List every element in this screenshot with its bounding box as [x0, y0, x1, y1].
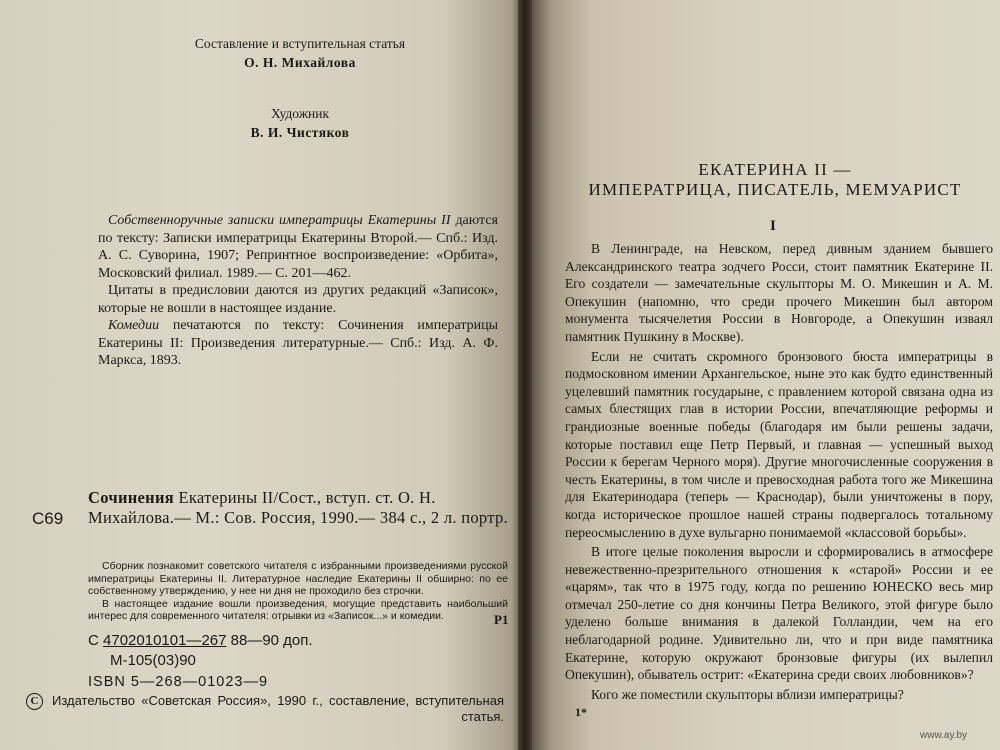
compiler-label: Составление и вступительная статья	[194, 36, 406, 51]
biblio-text: даются по тексту: Записки императрицы Екатерины Второй.— Спб.: Изд. А. С. Суворина, 1907; Репринтное воспроизведение: «Орбита», Московский филиал. 1989.— С. 201—462.	[98, 213, 498, 281]
chapter-body	[565, 240, 993, 705]
summary-paragraph: Сборник познакомит советского читателя с избранными произведениями русской императрицы Екатерины II. Литературное наследие Екатерины II обширно: по ее собственному утверждению, у нее ни дня не проходило без строчки.	[88, 560, 508, 597]
biblio-italic-title: Комедии	[108, 318, 160, 333]
artist-label: Художник	[270, 106, 330, 121]
biblio-paragraph	[98, 317, 498, 370]
bibliographic-note	[98, 212, 498, 370]
book-summary	[88, 560, 508, 623]
catalog-details: Екатерины II/Сост., вступ. ст. О. Н. Михайлова.— М.: Сов. Россия, 1990.— 384 с., 2 л. портр.	[88, 488, 508, 527]
summary-paragraph: В настоящее издание вошли произведения, могущие представить наибольший интерес для современного читателя: отрывки из «Записок...» и комедии.	[88, 597, 508, 622]
artist-credit	[120, 104, 480, 142]
catalog-title: Сочинения	[88, 488, 175, 507]
code-letter: С	[88, 632, 99, 649]
biblio-text: печатаются по тексту: Сочинения императрицы Екатерины II: Произведения литературные.— Спб.: Изд. А. Ф. Маркса, 1893.	[98, 318, 499, 368]
section-number: I	[770, 218, 776, 234]
biblio-italic-title: Собственноручные записки императрицы Екатерины II	[108, 213, 451, 228]
catalog-entry	[88, 488, 508, 528]
compiler-name: О. Н. Михайлова	[244, 55, 356, 70]
copyright-icon: С	[26, 693, 43, 710]
isbn: ISBN 5—268—01023—9	[88, 674, 269, 690]
chapter-title	[540, 160, 1000, 200]
copyright-line: Издательство «Советская Россия», 1990 г., составление, вступительная статья.	[52, 693, 504, 724]
publisher-m-code: М-105(03)90	[110, 652, 196, 669]
index-mark: Р1	[494, 612, 509, 627]
classification-code: С69	[32, 509, 64, 528]
signature-mark: 1*	[575, 705, 587, 719]
book-gutter	[518, 0, 532, 750]
site-watermark: www.ay.by	[920, 730, 968, 741]
biblio-paragraph: Цитаты в предисловии даются из других редакций «Записок», которые не вошли в настоящее издание.	[98, 283, 498, 316]
biblio-paragraph	[98, 212, 498, 282]
compiler-credit	[120, 34, 480, 72]
chapter-title-line-1: ЕКАТЕРИНА II —	[698, 160, 852, 179]
code-number: 4702010101—267	[103, 632, 227, 649]
body-paragraph: Кого же поместили скульпторы вблизи императрицы?	[591, 686, 904, 702]
artist-name: В. И. Чистяков	[250, 125, 350, 140]
publisher-codes	[88, 630, 313, 651]
body-paragraph: В итоге целые поколения выросли и сформировались в атмосфере невежественно-презрительного отношения к «старой» России и ее «царям», так что в 1975 году, когда по решению ЮНЕСКО весь мир отмечал 250-летие со дня кончины Петра Великого, этой фигуре было уделено больше внимания в далекой Голландии, чем на его неблагодарной родине. Удивительно ли, что и при виде памятника Екатерине, которую окружают бронзовые фигуры (их вылепил Опекушин), обыватель острит: «Екатерина среди своих любовников»?	[565, 544, 993, 683]
body-paragraph: В Ленинграде, на Невском, перед дивным зданием бывшего Александринского театра зодчего Росси, стоит памятник Екатерине II. Его создатели — замечательные скульпторы М. О. Микешин и А. М. Опекушин (напомню, что среди прочего Микешин был автором монумента тысячелетия России в Новгороде, а Опекушин изваял памятник Пушкину в Москве).	[565, 241, 993, 344]
body-paragraph: Если не считать скромного бронзового бюста императрицы в подмосковном имении Архангельское, ныне это как будто единственный уцелевший памятник государыне, с правлением которой связана одна из самых блестящих глав в истории России, впечатляющие реформы и грандиозные военные победы (благодаря им были решены задачи, которые поставил еще Петр Первый, и главная — успешный выход России к берегам Черного моря). Другие многочисленные сооружения в честь Екатерины, в том числе и превосходная работа того же Микешина для Екатеринодара (теперь — Краснодар), были уничтожены в пору, когда историческое прошлое нашей страны подвергалось тотальному переосмыслению в духе вульгарно понимаемой «классовой борьбы».	[565, 348, 993, 540]
chapter-title-line-2: ИМПЕРАТРИЦА, ПИСАТЕЛЬ, МЕМУАРИСТ	[588, 180, 962, 199]
code-tail: 88—90 доп.	[230, 632, 313, 649]
